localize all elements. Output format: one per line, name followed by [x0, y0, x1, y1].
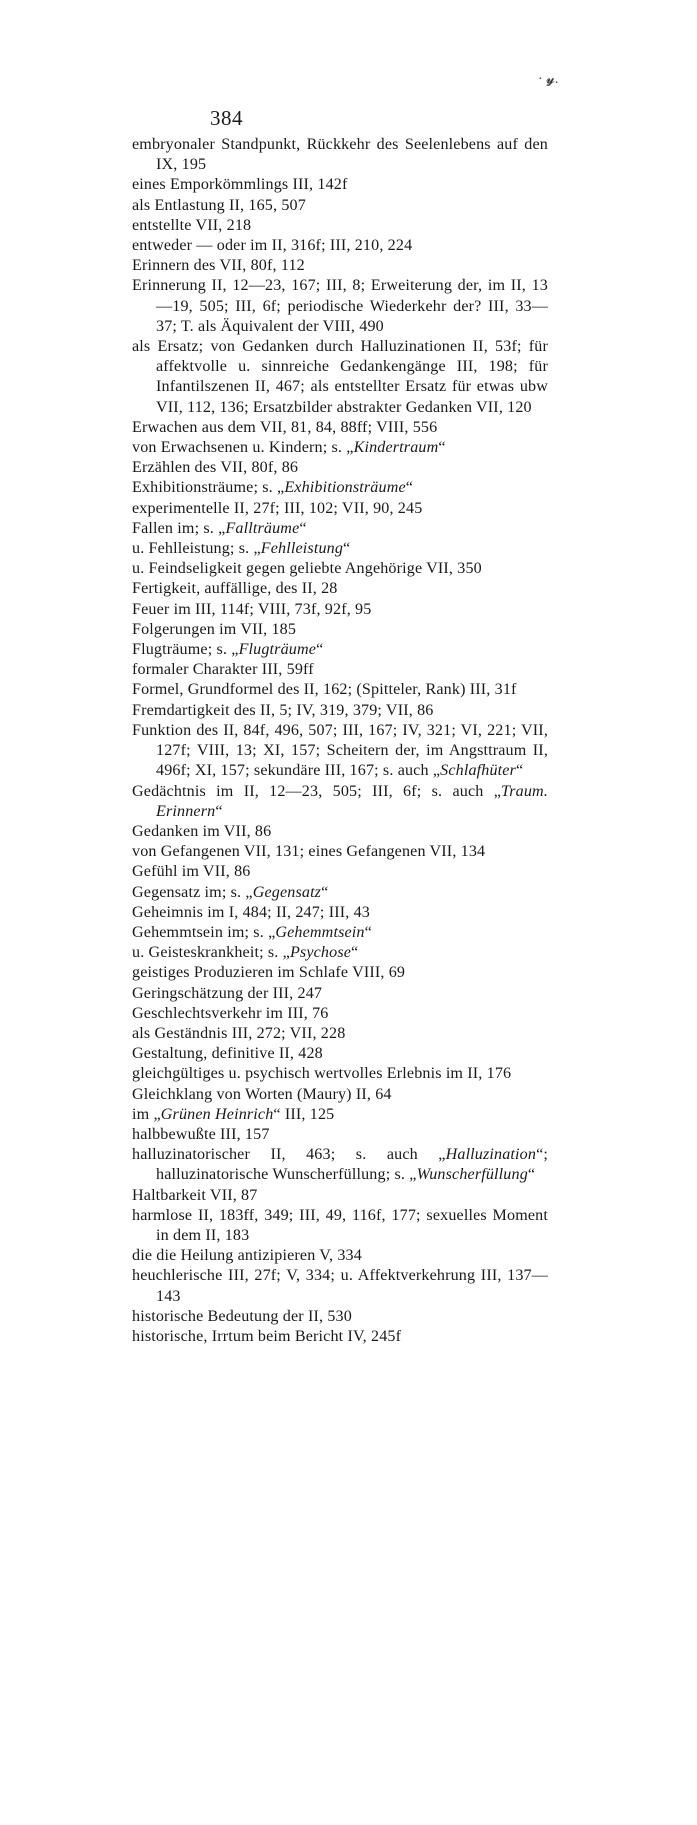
index-entry: Fertigkeit, auffällige, des II, 28	[132, 580, 338, 598]
index-entry: Feuer im III, 114f; VIII, 73f, 92f, 95	[132, 600, 372, 618]
corner-mark: · 𝔂.	[538, 72, 559, 87]
index-entry: Gestaltung, definitive II, 428	[132, 1045, 323, 1063]
index-entry: Flugträume; s. „Flugträume“	[132, 641, 324, 659]
index-entry: Gedächtnis im II, 12—23, 505; III, 6f; s. auch „Traum. Erinnern“	[132, 782, 548, 820]
index-entries	[132, 135, 548, 1347]
index-entry: Folgerungen im VII, 185	[132, 620, 297, 638]
index-entry: Geringschätzung der III, 247	[132, 984, 323, 1002]
index-entry: Geschlechtsverkehr im III, 76	[132, 1004, 329, 1022]
index-entry: u. Fehlleistung; s. „Fehlleistung“	[132, 540, 351, 558]
index-entry: Gefühl im VII, 86	[132, 863, 251, 881]
page-number: 384	[210, 106, 243, 130]
index-entry: Gehemmtsein im; s. „Gehemmtsein“	[132, 923, 372, 941]
index-entry: Fremdartigkeit des II, 5; IV, 319, 379; VII, 86	[132, 701, 434, 719]
index-entry: als Ersatz; von Gedanken durch Halluzinationen II, 53f; für affektvolle u. sinnreiche Gedankengänge III, 198; für Infantilszenen II, 467; als entstellter Ersatz für etwas ubw VII, 112, 136; Ersatzbilder abstrakter Gedanken VII, 120	[132, 338, 548, 416]
index-entry: als Entlastung II, 165, 507	[132, 196, 306, 214]
index-entry: Erzählen des VII, 80f, 86	[132, 459, 299, 477]
index-entry: heuchlerische III, 27f; V, 334; u. Affektverkehrung III, 137—143	[132, 1267, 548, 1305]
index-entry: Exhibitionsträume; s. „Exhibitionsträume“	[132, 479, 414, 497]
index-entry: die die Heilung antizipieren V, 334	[132, 1247, 362, 1265]
index-entry: formaler Charakter III, 59ff	[132, 661, 314, 679]
index-entry: entweder — oder im II, 316f; III, 210, 224	[132, 237, 413, 255]
index-entry: harmlose II, 183ff, 349; III, 49, 116f, 177; sexuelles Moment in dem II, 183	[132, 1206, 548, 1244]
index-entry: entstellte VII, 218	[132, 216, 252, 234]
index-entry: Erinnern des VII, 80f, 112	[132, 257, 305, 275]
index-entry: von Gefangenen VII, 131; eines Gefangenen VII, 134	[132, 843, 486, 861]
index-entry: Funktion des II, 84f, 496, 507; III, 167; IV, 321; VI, 221; VII, 127f; VIII, 13; XI, 157; Scheitern der, im Angsttraum II, 496f; XI, 157; sekundäre III, 167; s. auch „Schlafhüter“	[132, 721, 548, 780]
index-entry: geistiges Produzieren im Schlafe VIII, 69	[132, 964, 406, 982]
index-entry: halbbewußte III, 157	[132, 1125, 270, 1143]
index-entry: von Erwachsenen u. Kindern; s. „Kindertraum“	[132, 439, 446, 457]
index-entry: halluzinatorischer II, 463; s. auch „Halluzination“; halluzinatorische Wunscherfüllung; s. „Wunscherfüllung“	[132, 1146, 548, 1184]
index-entry: Geheimnis im I, 484; II, 247; III, 43	[132, 903, 370, 921]
index-entry: eines Emporkömmlings III, 142f	[132, 176, 348, 194]
index-entry: Gegensatz im; s. „Gegensatz“	[132, 883, 329, 901]
index-entry: historische, Irrtum beim Bericht IV, 245f	[132, 1327, 402, 1345]
index-entry: Erinnerung II, 12—23, 167; III, 8; Erweiterung der, im II, 13—19, 505; III, 6f; periodische Wiederkehr der? III, 33—37; T. als Äquivalent der VIII, 490	[132, 277, 548, 335]
index-entry: Erwachen aus dem VII, 81, 84, 88ff; VIII, 556	[132, 418, 438, 436]
index-entry: embryonaler Standpunkt, Rückkehr des Seelenlebens auf den IX, 195	[132, 136, 548, 174]
index-entry: Haltbarkeit VII, 87	[132, 1186, 258, 1204]
index-entry: im „Grünen Heinrich“ III, 125	[132, 1105, 335, 1123]
index-entry: u. Geisteskrankheit; s. „Psychose“	[132, 944, 359, 962]
index-entry: gleichgültiges u. psychisch wertvolles Erlebnis im II, 176	[132, 1065, 512, 1083]
index-entry: Gleichklang von Worten (Maury) II, 64	[132, 1085, 392, 1103]
index-entry: historische Bedeutung der II, 530	[132, 1307, 352, 1325]
index-entry: u. Feindseligkeit gegen geliebte Angehörige VII, 350	[132, 560, 482, 578]
index-entry: Formel, Grundformel des II, 162; (Spitteler, Rank) III, 31f	[132, 681, 517, 699]
index-entry: Gedanken im VII, 86	[132, 822, 272, 840]
index-entry: experimentelle II, 27f; III, 102; VII, 90, 245	[132, 499, 423, 517]
index-entry: Fallen im; s. „Fallträume“	[132, 519, 307, 537]
index-entry: als Geständnis III, 272; VII, 228	[132, 1024, 346, 1042]
